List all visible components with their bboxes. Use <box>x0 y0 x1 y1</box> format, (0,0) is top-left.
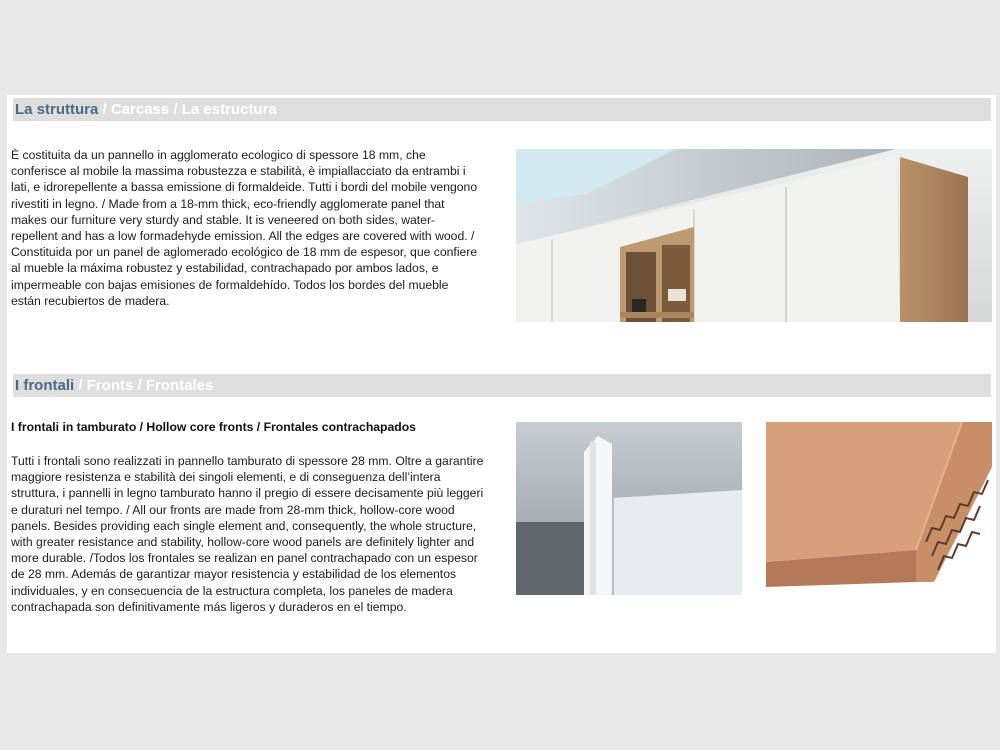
section-title: La struttura <box>15 101 99 118</box>
catalog-page <box>7 95 996 653</box>
structure-paragraph: È costituita da un pannello in agglomerato ecologico di spessore 18 mm, che conferisce al mobile la massima robustezza e stabilità, è impiallacciato da entrambi i lati, e idrorepellente a bassa emissione di formaldeide. Tutti i bordi del mobile vengono rivestiti in legno. / Made from a 18-mm thick, eco-friendly agglomerate panel that makes our furniture very sturdy and stable. It is veneered on both sides, water-repellent and has a low formadehyde emission. All the edges are covered with wood. / Constituida por un panel de aglomerado ecológico de 18 mm de espesor, que confiere al mueble la máxima robustez y estabilidad, contrachapado por ambos lados, e impermeable con bajas emisiones de formaldehído. Todos los bordes del mueble están recubiertos de madera. <box>11 148 478 308</box>
door-edge-photo <box>516 422 742 595</box>
section-header-structure <box>13 98 991 121</box>
fronts-description <box>11 453 487 615</box>
wardrobe-photo <box>516 149 992 322</box>
structure-description <box>11 147 479 309</box>
section-header-fronts <box>13 374 991 397</box>
fronts-paragraph: Tutti i frontali sono realizzati in pannello tamburato di spessore 28 mm. Oltre a garantire maggiore resistenza e stabilità dei singoli elementi, e di conseguenza dell’intera struttura, i pannelli in legno tamburato hanno il pregio di essere decisamente più leggeri e duraturi nel tempo. / All our fronts are made from 28-mm thick, hollow-core wood panels. Besides providing each single element and, consequently, the whole structure, with greater resistance and stability, hollow-core wood panels are definitely lighter and more durable. /Todos los frontales se realizan en panel contrachapado con un espesor de 28 mm. Además de garantizar mayor resistencia y estabilidad de los elementos individuales, y en consecuencia de la estructura completa, los paneles de madera contrachapada son definitivamente más ligeros y duraderos en el tiempo. <box>11 454 484 614</box>
section-title: I frontali <box>15 377 75 394</box>
honeycomb-panel-photo <box>766 422 992 595</box>
section-subtitle: / Fronts / Frontales <box>74 377 214 394</box>
fronts-subheading: I frontali in tamburato / Hollow core fronts / Frontales contrachapados <box>11 420 416 434</box>
section-subtitle: / Carcass / La estructura <box>98 101 277 118</box>
